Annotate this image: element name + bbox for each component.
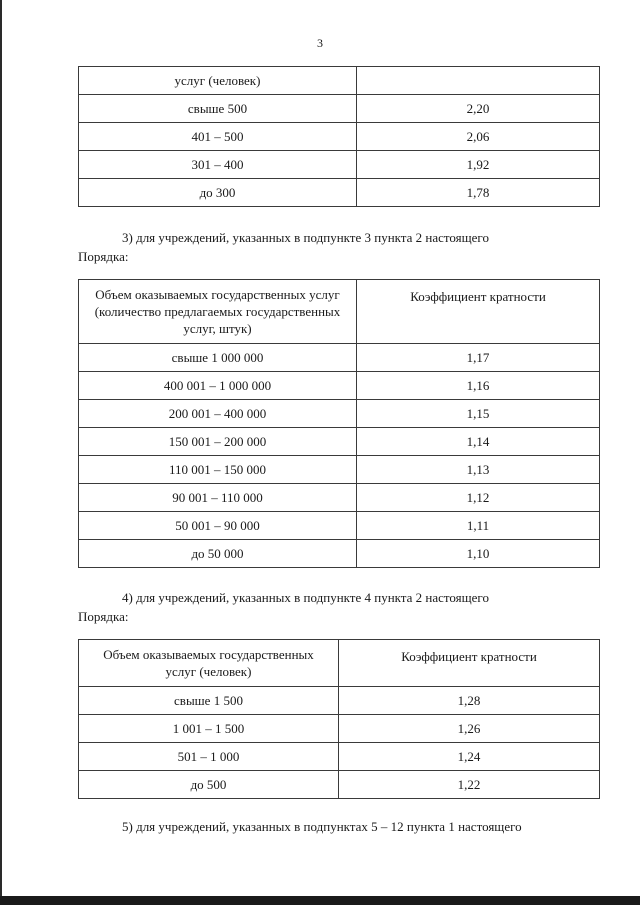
table-cell-range: 200 001 – 400 000 — [79, 400, 357, 428]
table-cell-coefficient: 1,11 — [357, 512, 600, 540]
table-row — [79, 512, 600, 540]
table-row — [79, 151, 600, 179]
table-cell-range: 50 001 – 90 000 — [79, 512, 357, 540]
table-header-coefficient — [357, 67, 600, 95]
table-row — [79, 179, 600, 207]
table-header-row — [79, 67, 600, 95]
page-bottom-edge — [0, 896, 640, 905]
table-header-volume: Объем оказываемых государственных услуг (человек) — [79, 640, 339, 687]
table-row — [79, 771, 600, 799]
table-row — [79, 484, 600, 512]
paragraph-text: 4) для учреждений, указанных в подпункте 4 пункта 2 настоящего — [122, 590, 489, 605]
table-cell-coefficient: 1,15 — [357, 400, 600, 428]
table-row — [79, 95, 600, 123]
paragraph-text: 3) для учреждений, указанных в подпункте 3 пункта 2 настоящего — [122, 230, 489, 245]
page-number: 3 — [317, 36, 323, 50]
table-cell-coefficient: 1,26 — [339, 715, 600, 743]
table-cell-range: 401 – 500 — [79, 123, 357, 151]
table-header-row — [79, 640, 600, 687]
table-coefficients-1 — [78, 66, 600, 207]
table-cell-range: до 50 000 — [79, 540, 357, 568]
table-row — [79, 428, 600, 456]
table-cell-range: 301 – 400 — [79, 151, 357, 179]
table-row — [79, 344, 600, 372]
table-cell-range: 150 001 – 200 000 — [79, 428, 357, 456]
table-cell-range: 90 001 – 110 000 — [79, 484, 357, 512]
table-cell-coefficient: 1,10 — [357, 540, 600, 568]
table-cell-range: 501 – 1 000 — [79, 743, 339, 771]
table-cell-coefficient: 2,20 — [357, 95, 600, 123]
table-row — [79, 540, 600, 568]
table-coefficients-2 — [78, 279, 600, 568]
table-cell-coefficient: 1,12 — [357, 484, 600, 512]
paragraph-text-tail: Порядка: — [78, 609, 129, 624]
table-row — [79, 123, 600, 151]
table-cell-coefficient: 1,78 — [357, 179, 600, 207]
paragraph-item-3 — [78, 228, 608, 266]
table-header-coefficient: Коэффициент кратности — [357, 280, 600, 344]
table-cell-range: 400 001 – 1 000 000 — [79, 372, 357, 400]
paragraph-item-5 — [78, 817, 608, 836]
table-header-row — [79, 280, 600, 344]
table-cell-coefficient: 1,13 — [357, 456, 600, 484]
table-row — [79, 715, 600, 743]
table-cell-coefficient: 1,16 — [357, 372, 600, 400]
paragraph-text: 5) для учреждений, указанных в подпунктах 5 – 12 пункта 1 настоящего — [122, 819, 522, 834]
table-row — [79, 743, 600, 771]
table-header-volume: услуг (человек) — [79, 67, 357, 95]
paragraph-item-4 — [78, 588, 608, 626]
table-cell-range: до 300 — [79, 179, 357, 207]
table-cell-range: 110 001 – 150 000 — [79, 456, 357, 484]
table-header-volume: Объем оказываемых государственных услуг (количество предлагаемых государственных услуг, штук) — [79, 280, 357, 344]
table-cell-coefficient: 1,22 — [339, 771, 600, 799]
table-row — [79, 400, 600, 428]
table-cell-coefficient: 1,24 — [339, 743, 600, 771]
table-cell-range: 1 001 – 1 500 — [79, 715, 339, 743]
table-row — [79, 456, 600, 484]
page-left-edge — [0, 0, 2, 905]
table-cell-range: свыше 1 000 000 — [79, 344, 357, 372]
table-cell-range: до 500 — [79, 771, 339, 799]
table-cell-coefficient: 1,14 — [357, 428, 600, 456]
table-cell-coefficient: 1,92 — [357, 151, 600, 179]
paragraph-text-tail: Порядка: — [78, 249, 129, 264]
table-row — [79, 372, 600, 400]
table-cell-coefficient: 1,17 — [357, 344, 600, 372]
table-row — [79, 687, 600, 715]
table-cell-coefficient: 1,28 — [339, 687, 600, 715]
table-cell-range: свыше 500 — [79, 95, 357, 123]
table-header-coefficient: Коэффициент кратности — [339, 640, 600, 687]
table-coefficients-3 — [78, 639, 600, 799]
table-cell-coefficient: 2,06 — [357, 123, 600, 151]
table-cell-range: свыше 1 500 — [79, 687, 339, 715]
